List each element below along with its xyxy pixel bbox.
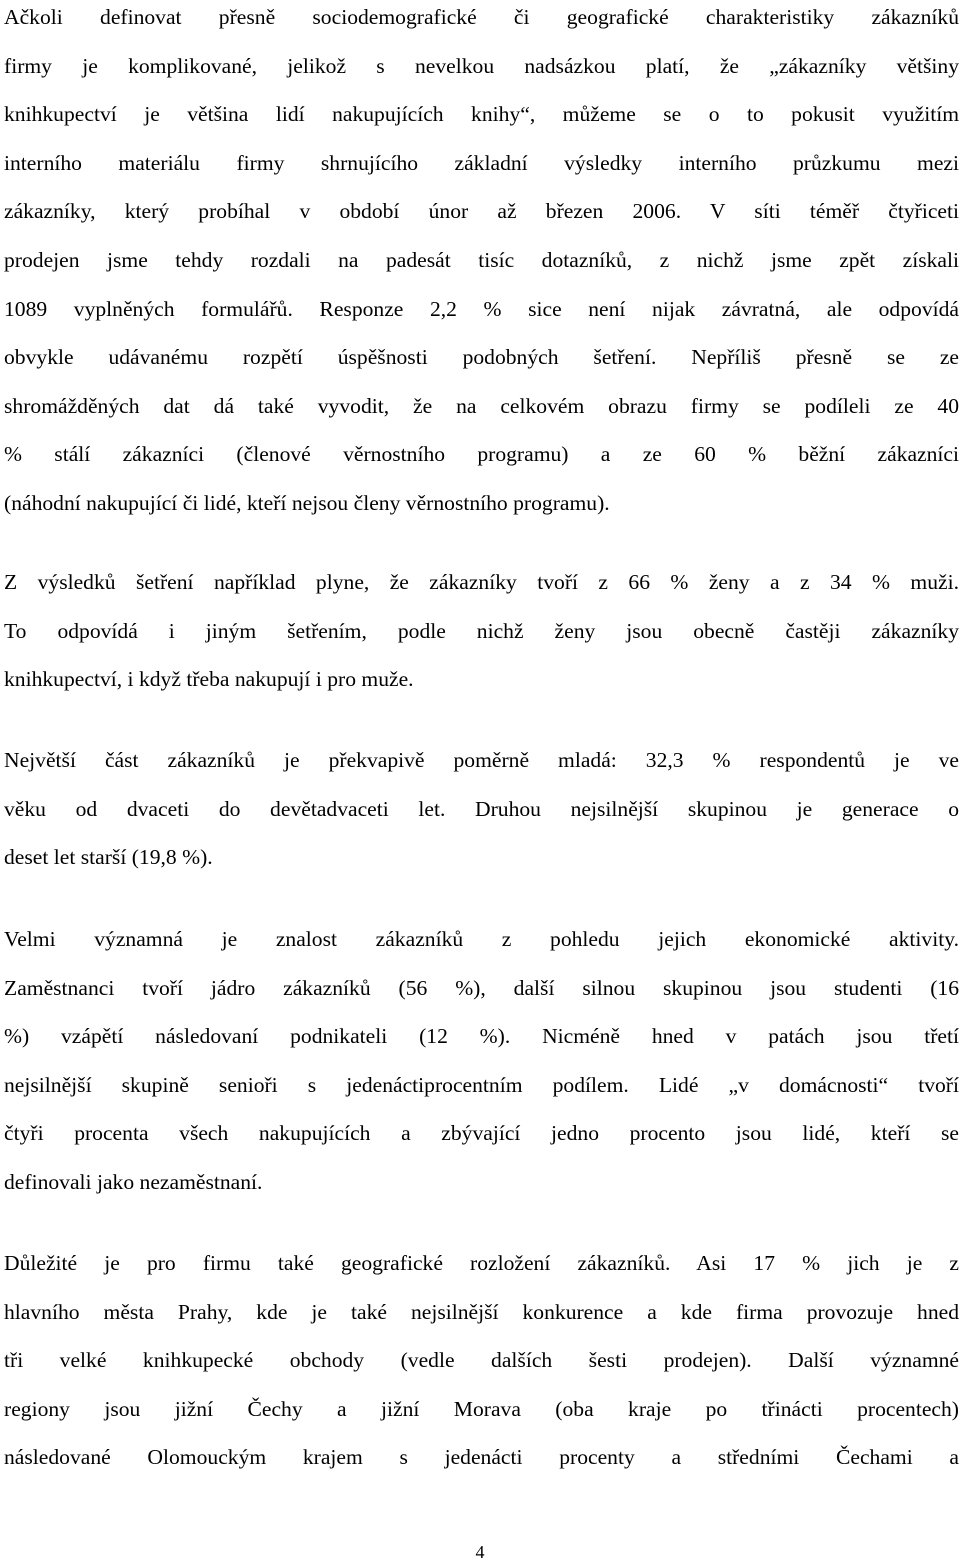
paragraph-gender (4, 558, 959, 704)
text-line: regiony jsou jižní Čechy a jižní Morava (oba kraje po třinácti procentech) (4, 1396, 959, 1421)
text-line: Zaměstnanci tvoří jádro zákazníků (56 %), další silnou skupinou jsou studenti (16 (4, 975, 959, 1000)
text-line: %) vzápětí následovaní podnikateli (12 %). Nicméně hned v patách jsou třetí (4, 1024, 959, 1049)
text-line: % stálí zákazníci (členové věrnostního programu) a ze 60 % běžní zákazníci (4, 442, 959, 467)
text-line: deset let starší (19,8 %). (4, 845, 213, 870)
text-line: hlavního města Prahy, kde je také nejsilnější konkurence a kde firma provozuje hned (4, 1299, 959, 1324)
text-line: To odpovídá i jiným šetřením, podle nichž ženy jsou obecně častěji zákazníky (4, 618, 959, 643)
text-line: Ačkoli definovat přesně sociodemografické či geografické charakteristiky zákazníků (4, 5, 959, 29)
text-line: Největší část zákazníků je překvapivě poměrně mladá: 32,3 % respondentů je ve (4, 748, 959, 772)
text-line: Z výsledků šetření například plyne, že zákazníky tvoří z 66 % ženy a z 34 % muži. (4, 570, 959, 594)
text-line: interního materiálu firmy shrnujícího základní výsledky interního průzkumu mezi (4, 150, 959, 175)
text-line: zákazníky, který probíhal v období únor až březen 2006. V síti téměř čtyřiceti (4, 199, 959, 224)
text-line: knihkupectví, i když třeba nakupují i pro muže. (4, 667, 414, 692)
text-line: čtyři procenta všech nakupujících a zbývající jedno procento jsou lidé, kteří se (4, 1121, 959, 1146)
text-line: prodejen jsme tehdy rozdali na padesát tisíc dotazníků, z nichž jsme zpět získali (4, 247, 959, 272)
text-line: věku od dvaceti do devětadvaceti let. Druhou nejsilnější skupinou je generace o (4, 796, 959, 821)
text-line: nejsilnější skupině senioři s jedenáctiprocentním podílem. Lidé „v domácnosti“ tvoří (4, 1072, 959, 1097)
text-line: definovali jako nezaměstnaní. (4, 1169, 263, 1194)
paragraph-age (4, 736, 959, 882)
text-line: Velmi významná je znalost zákazníků z pohledu jejich ekonomické aktivity. (4, 927, 959, 951)
text-line: obvykle udávanému rozpětí úspěšnosti podobných šetření. Nepříliš přesně se ze (4, 345, 959, 370)
paragraph-economic-activity (4, 915, 959, 1207)
text-line: tři velké knihkupecké obchody (vedle dalších šesti prodejen). Další významné (4, 1348, 959, 1373)
text-line: 1089 vyplněných formulářů. Responze 2,2 % sice není nijak závratná, ale odpovídá (4, 296, 959, 321)
text-line: firmy je komplikované, jelikož s nevelkou nadsázkou platí, že „zákazníky většiny (4, 53, 959, 78)
text-line: (náhodní nakupující či lidé, kteří nejsou členy věrnostního programu). (4, 490, 610, 515)
page-number: 4 (475, 1542, 485, 1562)
paragraph-geography (4, 1239, 959, 1482)
text-line: shromážděných dat dá také vyvodit, že na celkovém obrazu firmy se podíleli ze 40 (4, 393, 959, 418)
paragraph-customer-survey (4, 0, 959, 528)
text-line: následované Olomouckým krajem s jedenácti procenty a středními Čechami a (4, 1445, 959, 1470)
text-line: Důležité je pro firmu také geografické rozložení zákazníků. Asi 17 % jich je z (4, 1251, 959, 1275)
text-line: knihkupectví je většina lidí nakupujících knihy“, můžeme se o to pokusit využitím (4, 102, 959, 127)
